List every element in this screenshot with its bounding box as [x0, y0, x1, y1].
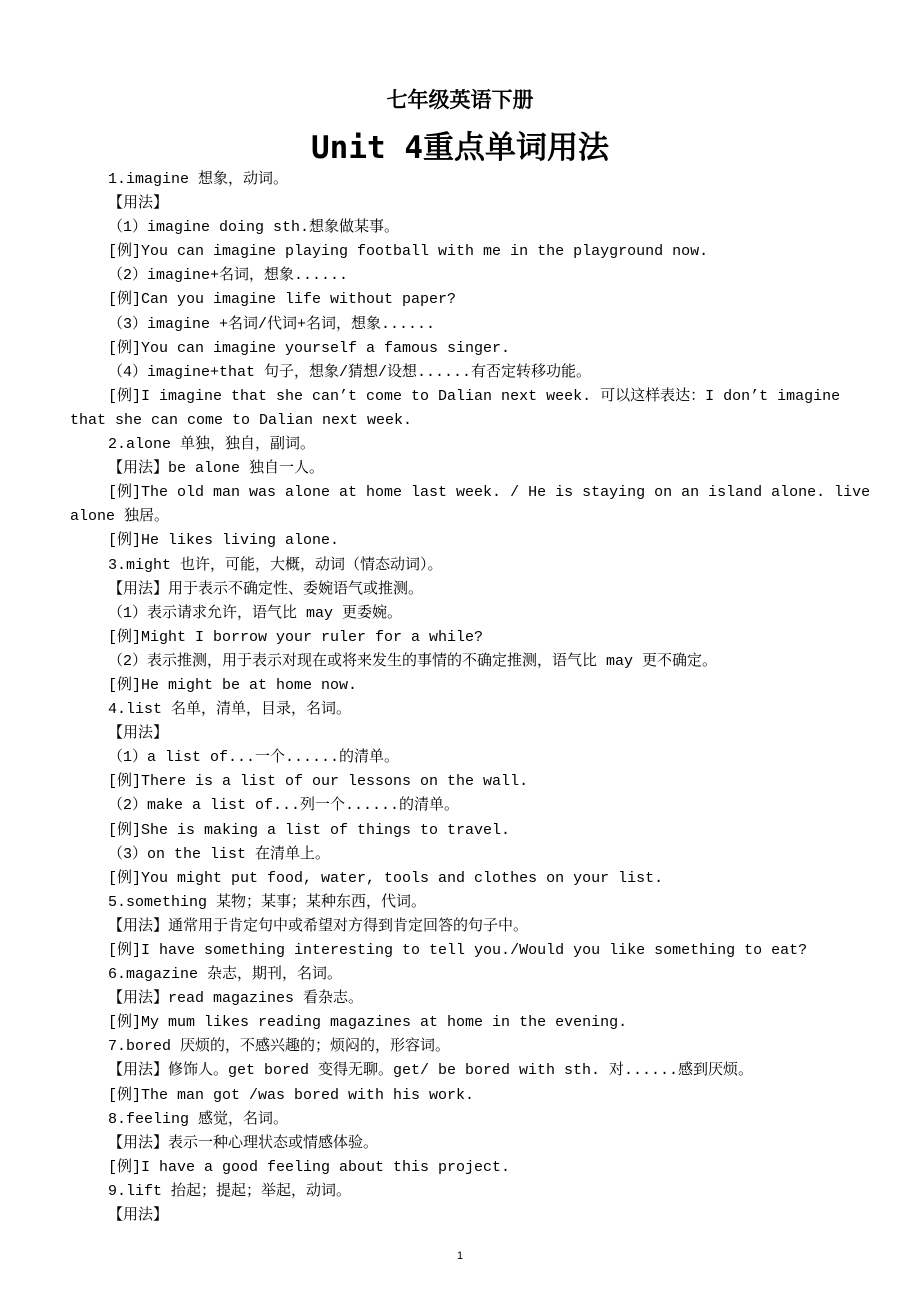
- text-line: [例]Can you imagine life without paper?: [108, 291, 457, 309]
- text-line: 6.magazine 杂志，期刊，名词。: [108, 966, 343, 984]
- text-line: 5.something 某物；某事；某种东西，代词。: [108, 893, 427, 911]
- text-line: [例]You can imagine playing football with me in the playground now.: [108, 243, 709, 261]
- text-line: 【用法】: [108, 195, 169, 213]
- text-line: （4）imagine+that 句子，想象/猜想/设想......有否定转移功能。: [108, 363, 592, 381]
- page-number: 1: [456, 1250, 464, 1262]
- unit-heading-cn: 重点单词用法: [422, 130, 609, 166]
- text-line: [例]He might be at home now.: [108, 676, 358, 694]
- text-line: [例]I have a good feeling about this project.: [108, 1158, 511, 1176]
- text-line: [例]I imagine that she can’t come to Dalian next week. 可以这样表达：I don’t imagine: [108, 387, 841, 405]
- text-line: （1）a list of...一个......的清单。: [108, 749, 400, 767]
- text-line: 8.feeling 感觉，名词。: [108, 1110, 289, 1128]
- text-line: [例]The old man was alone at home last week. / He is staying on an island alone. live: [108, 484, 871, 502]
- text-line: 【用法】read magazines 看杂志。: [108, 990, 364, 1008]
- text-line: [例]The man got /was bored with his work.: [108, 1086, 475, 1104]
- text-line: [例]He likes living alone.: [108, 532, 340, 550]
- text-line-continuation: alone 独居。: [70, 508, 170, 526]
- text-line: 4.list 名单，清单，目录，名词。: [108, 701, 352, 719]
- text-line: （1）表示请求允许，语气比 may 更委婉。: [108, 604, 403, 622]
- text-line: 【用法】表示一种心理状态或情感体验。: [108, 1134, 379, 1152]
- text-line: [例]I have something interesting to tell you./Would you like something to eat?: [108, 942, 808, 959]
- text-line: 【用法】通常用于肯定句中或希望对方得到肯定回答的句子中。: [108, 917, 529, 935]
- text-line: [例]There is a list of our lessons on the wall.: [108, 773, 529, 791]
- text-line: [例]Might I borrow your ruler for a while?: [108, 628, 484, 646]
- text-line: [例]My mum likes reading magazines at home in the evening.: [108, 1014, 628, 1032]
- text-line: （2）make a list of...列一个......的清单。: [108, 797, 460, 815]
- text-line: （2）imagine+名词，想象......: [108, 267, 349, 285]
- text-line: 3.might 也许，可能，大概，动词（情态动词）。: [108, 556, 443, 574]
- text-line: 9.lift 抬起；提起；举起，动词。: [108, 1182, 352, 1200]
- document-title: 七年级英语下册: [386, 88, 534, 112]
- text-line: 7.bored 厌烦的，不感兴趣的；烦闷的，形容词。: [108, 1038, 451, 1056]
- text-line: 2.alone 单独，独自，副词。: [108, 436, 316, 454]
- text-line: 【用法】: [108, 725, 169, 743]
- text-line: [例]You can imagine yourself a famous singer.: [108, 339, 511, 357]
- text-line: 1.imagine 想象，动词。: [108, 171, 289, 188]
- text-line: （3）on the list 在清单上。: [108, 845, 331, 863]
- text-line: （3）imagine +名词/代词+名词，想象......: [108, 315, 436, 333]
- text-line: 【用法】用于表示不确定性、委婉语气或推测。: [108, 580, 424, 598]
- text-line: 【用法】: [108, 1207, 169, 1225]
- document-body: [70, 168, 915, 1228]
- unit-heading-en: Unit 4: [311, 130, 423, 166]
- text-line: （1）imagine doing sth.想象做某事。: [108, 219, 400, 237]
- text-line: （2）表示推测，用于表示对现在或将来发生的事情的不确定推测，语气比 may 更不确定。: [108, 652, 718, 670]
- text-line-continuation: that she can come to Dalian next week.: [70, 411, 413, 429]
- text-line: [例]You might put food, water, tools and clothes on your list.: [108, 869, 664, 887]
- text-line: [例]She is making a list of things to travel.: [108, 821, 511, 839]
- unit-heading: [0, 122, 920, 167]
- text-line: 【用法】修饰人。get bored 变得无聊。get/ be bored with sth. 对......感到厌烦。: [108, 1062, 754, 1080]
- text-line: 【用法】be alone 独自一人。: [108, 460, 325, 478]
